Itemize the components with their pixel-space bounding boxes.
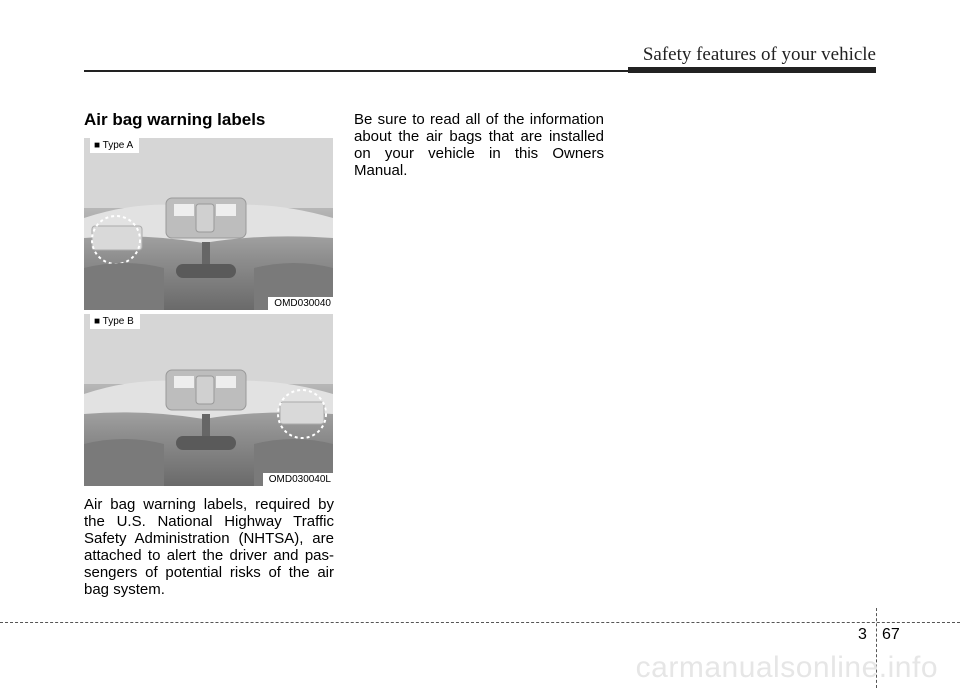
footer-rule — [0, 622, 960, 623]
headliner-illustration-b — [84, 314, 333, 486]
header-rule-accent — [628, 67, 876, 73]
chapter-number: 3 — [858, 626, 867, 643]
section-title: Air bag warning labels — [84, 110, 266, 129]
body-paragraph-labels: Air bag warning labels, required by the U.S. National Highway Traffic Safety Administration (NHTSA), are attached to alert the driver and pas- sengers of potential risks of the air bag system. — [84, 496, 334, 598]
watermark: carmanualsonline.info — [635, 651, 938, 684]
figure-code-a: OMD030040 — [268, 297, 333, 310]
figure-type-a — [84, 138, 333, 310]
figure-code-b: OMD030040L — [263, 473, 333, 486]
figure-label-type-b: ■ Type B — [90, 314, 140, 329]
body-paragraph-read-manual: Be sure to read all of the information about the air bags that are installed on your vehicle in this Owners Manual. — [354, 111, 604, 179]
figure-label-type-a: ■ Type A — [90, 138, 139, 153]
running-header: Safety features of your vehicle — [642, 44, 876, 65]
figure-type-b — [84, 314, 333, 486]
page-number: 67 — [882, 626, 900, 643]
headliner-illustration-a — [84, 138, 333, 310]
